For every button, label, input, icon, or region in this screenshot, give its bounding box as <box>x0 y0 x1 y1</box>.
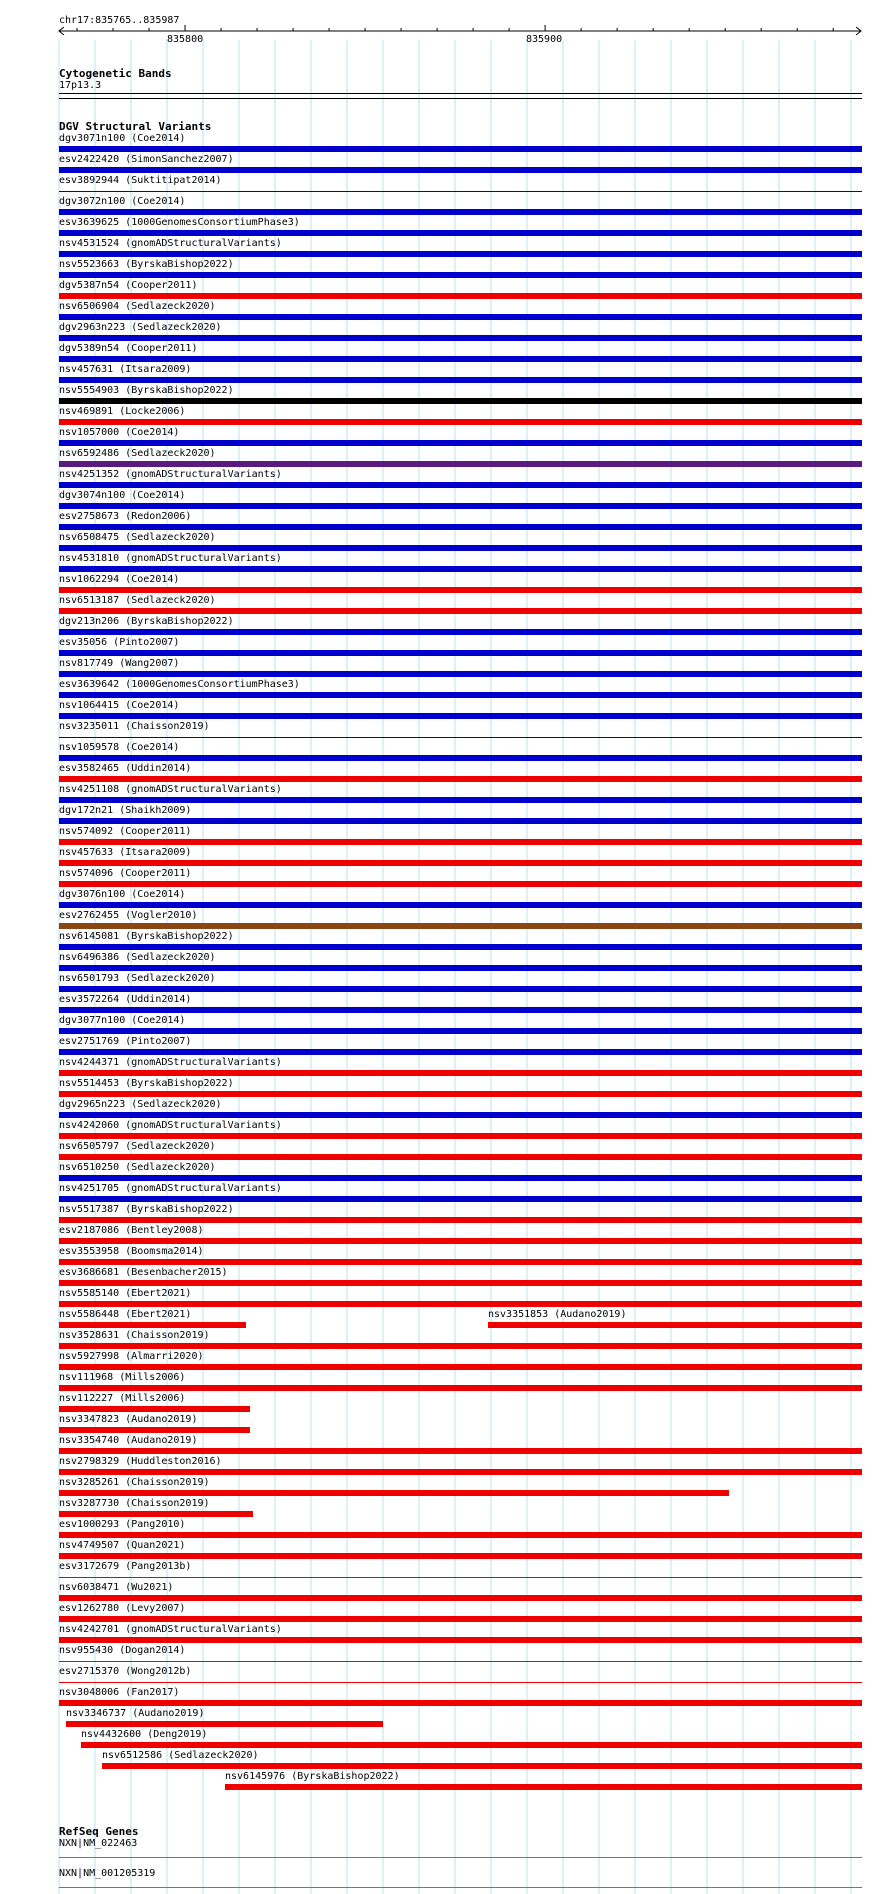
variant-bar[interactable] <box>59 314 862 320</box>
variant-label[interactable]: nsv6501793 (Sedlazeck2020) <box>59 973 216 984</box>
variant-bar[interactable] <box>59 797 862 803</box>
variant-label[interactable]: nsv1057000 (Coe2014) <box>59 427 180 438</box>
variant-label[interactable]: esv3172679 (Pang2013b) <box>59 1561 192 1572</box>
variant-label[interactable]: nsv1064415 (Coe2014) <box>59 700 180 711</box>
variant-label[interactable]: nsv2798329 (Huddleston2016) <box>59 1456 222 1467</box>
variant-label[interactable]: nsv4242060 (gnomADStructuralVariants) <box>59 1120 282 1131</box>
variant-label[interactable]: nsv4531524 (gnomADStructuralVariants) <box>59 238 282 249</box>
variant-label[interactable]: nsv1059578 (Coe2014) <box>59 742 180 753</box>
variant-label[interactable]: dgv5387n54 (Cooper2011) <box>59 280 198 291</box>
variant-label[interactable]: nsv3287730 (Chaisson2019) <box>59 1498 210 1509</box>
variant-bar[interactable] <box>59 419 862 425</box>
variant-bar[interactable] <box>59 737 862 738</box>
variant-bar[interactable] <box>59 1511 253 1517</box>
variant-label[interactable]: nsv4251108 (gnomADStructuralVariants) <box>59 784 282 795</box>
variant-label[interactable]: nsv6496386 (Sedlazeck2020) <box>59 952 216 963</box>
variant-bar[interactable] <box>59 1661 862 1662</box>
variant-bar[interactable] <box>59 629 862 635</box>
variant-label[interactable]: dgv3074n100 (Coe2014) <box>59 490 186 501</box>
variant-bar[interactable] <box>59 356 862 362</box>
cytoband-band-bottom <box>59 98 862 99</box>
variant-label[interactable]: nsv4251352 (gnomADStructuralVariants) <box>59 469 282 480</box>
variant-label[interactable]: nsv3528631 (Chaisson2019) <box>59 1330 210 1341</box>
variant-bar[interactable] <box>59 209 862 215</box>
variant-bar[interactable] <box>59 1028 862 1034</box>
gene-line[interactable] <box>59 1857 862 1858</box>
variant-label[interactable]: nsv6512586 (Sedlazeck2020) <box>102 1750 259 1761</box>
variant-label[interactable]: esv3639625 (1000GenomesConsortiumPhase3) <box>59 217 300 228</box>
variant-label[interactable]: nsv6145976 (ByrskaBishop2022) <box>225 1771 400 1782</box>
variant-bar[interactable] <box>59 191 862 192</box>
variant-label[interactable]: dgv3077n100 (Coe2014) <box>59 1015 186 1026</box>
variant-bar[interactable] <box>59 545 862 551</box>
variant-label[interactable]: nsv817749 (Wang2007) <box>59 658 180 669</box>
variant-bar[interactable] <box>59 713 862 719</box>
variant-label[interactable]: esv3582465 (Uddin2014) <box>59 763 192 774</box>
variant-bar[interactable] <box>59 608 862 614</box>
variant-bar[interactable] <box>59 1007 862 1013</box>
variant-bar[interactable] <box>59 1595 862 1601</box>
variant-bar[interactable] <box>59 1700 862 1706</box>
gene-label[interactable]: NXN|NM_001205319 <box>59 1868 156 1879</box>
variant-label[interactable]: nsv4749507 (Quan2021) <box>59 1540 186 1551</box>
variant-label[interactable]: nsv6513187 (Sedlazeck2020) <box>59 595 216 606</box>
variant-label[interactable]: esv3572264 (Uddin2014) <box>59 994 192 1005</box>
variant-bar[interactable] <box>59 1682 862 1683</box>
variant-label[interactable]: esv3639642 (1000GenomesConsortiumPhase3) <box>59 679 300 690</box>
variant-label[interactable]: nsv457631 (Itsara2009) <box>59 364 192 375</box>
variant-bar[interactable] <box>59 1637 862 1643</box>
variant-label[interactable]: nsv111968 (Mills2006) <box>59 1372 186 1383</box>
variant-bar[interactable] <box>59 335 862 341</box>
variant-bar[interactable] <box>59 944 862 950</box>
variant-label[interactable]: esv3686681 (Besenbacher2015) <box>59 1267 228 1278</box>
variant-bar[interactable] <box>59 482 862 488</box>
variant-label[interactable]: esv2762455 (Vogler2010) <box>59 910 198 921</box>
variant-bar[interactable] <box>102 1763 862 1769</box>
variant-label[interactable]: nsv3351853 (Audano2019) <box>488 1309 627 1320</box>
variant-label[interactable]: nsv5523663 (ByrskaBishop2022) <box>59 259 234 270</box>
variant-bar[interactable] <box>59 461 862 467</box>
variant-label[interactable]: dgv3072n100 (Coe2014) <box>59 196 186 207</box>
variant-bar[interactable] <box>488 1322 862 1328</box>
variant-bar[interactable] <box>59 1322 246 1328</box>
variant-bar[interactable] <box>59 167 862 173</box>
variant-bar[interactable] <box>66 1721 383 1727</box>
variant-label[interactable]: nsv3285261 (Chaisson2019) <box>59 1477 210 1488</box>
variant-bar[interactable] <box>59 860 862 866</box>
variant-label[interactable]: esv2758673 (Redon2006) <box>59 511 192 522</box>
variant-bar[interactable] <box>59 1112 862 1118</box>
variant-bar[interactable] <box>59 1577 862 1578</box>
variant-label[interactable]: nsv4432600 (Deng2019) <box>81 1729 208 1740</box>
variant-label[interactable]: dgv172n21 (Shaikh2009) <box>59 805 192 816</box>
variant-label[interactable]: nsv6508475 (Sedlazeck2020) <box>59 532 216 543</box>
variant-label[interactable]: nsv6145081 (ByrskaBishop2022) <box>59 931 234 942</box>
variant-bar[interactable] <box>59 146 862 152</box>
variant-label[interactable]: esv35056 (Pinto2007) <box>59 637 180 648</box>
variant-bar[interactable] <box>59 1196 862 1202</box>
variant-bar[interactable] <box>59 1427 250 1433</box>
variant-label[interactable]: esv1262780 (Levy2007) <box>59 1603 186 1614</box>
ruler-axis <box>0 24 890 40</box>
variant-label[interactable]: nsv469891 (Locke2006) <box>59 406 186 417</box>
variant-bar[interactable] <box>225 1784 862 1790</box>
variant-label[interactable]: nsv574096 (Cooper2011) <box>59 868 192 879</box>
variant-bar[interactable] <box>59 923 862 929</box>
variant-label[interactable]: esv2187086 (Bentley2008) <box>59 1225 204 1236</box>
gene-line[interactable] <box>59 1887 862 1888</box>
variant-bar[interactable] <box>59 671 862 677</box>
variant-bar[interactable] <box>59 776 862 782</box>
variant-bar[interactable] <box>59 839 862 845</box>
variant-label[interactable]: esv2751769 (Pinto2007) <box>59 1036 192 1047</box>
variant-label[interactable]: nsv112227 (Mills2006) <box>59 1393 186 1404</box>
variant-label[interactable]: nsv4244371 (gnomADStructuralVariants) <box>59 1057 282 1068</box>
variant-label[interactable]: nsv6038471 (Wu2021) <box>59 1582 174 1593</box>
variant-bar[interactable] <box>59 1616 862 1622</box>
variant-bar[interactable] <box>59 1238 862 1244</box>
variant-bar[interactable] <box>59 818 862 824</box>
variant-label[interactable]: dgv3076n100 (Coe2014) <box>59 889 186 900</box>
variant-label[interactable]: nsv457633 (Itsara2009) <box>59 847 192 858</box>
variant-bar[interactable] <box>59 587 862 593</box>
variant-label[interactable]: esv3553958 (Boomsma2014) <box>59 1246 204 1257</box>
variant-bar[interactable] <box>59 755 862 761</box>
variant-label[interactable]: nsv5514453 (ByrskaBishop2022) <box>59 1078 234 1089</box>
variant-bar[interactable] <box>59 377 862 383</box>
variant-bar[interactable] <box>59 272 862 278</box>
variant-bar[interactable] <box>59 230 862 236</box>
variant-bar[interactable] <box>59 1217 862 1223</box>
variant-bar[interactable] <box>59 965 862 971</box>
variant-label[interactable]: esv2422420 (SimonSanchez2007) <box>59 154 234 165</box>
variant-label[interactable]: nsv3346737 (Audano2019) <box>66 1708 205 1719</box>
variant-label[interactable]: nsv3048006 (Fan2017) <box>59 1687 180 1698</box>
variant-label[interactable]: esv3892944 (Suktitipat2014) <box>59 175 222 186</box>
variant-label[interactable]: nsv955430 (Dogan2014) <box>59 1645 186 1656</box>
variant-bar[interactable] <box>59 293 862 299</box>
variant-label[interactable]: nsv5585140 (Ebert2021) <box>59 1288 192 1299</box>
variant-bar[interactable] <box>59 566 862 572</box>
variant-bar[interactable] <box>59 503 862 509</box>
variant-label[interactable]: nsv3354740 (Audano2019) <box>59 1435 198 1446</box>
variant-label[interactable]: nsv3235011 (Chaisson2019) <box>59 721 210 732</box>
variant-label[interactable]: nsv5927998 (Almarri2020) <box>59 1351 204 1362</box>
variant-bar[interactable] <box>59 1469 862 1475</box>
variant-bar[interactable] <box>59 1385 862 1391</box>
variant-label[interactable]: dgv2965n223 (Sedlazeck2020) <box>59 1099 222 1110</box>
variant-label[interactable]: dgv2963n223 (Sedlazeck2020) <box>59 322 222 333</box>
variant-label[interactable]: dgv3071n100 (Coe2014) <box>59 133 186 144</box>
variant-label[interactable]: esv2715370 (Wong2012b) <box>59 1666 192 1677</box>
variant-bar[interactable] <box>59 1343 862 1349</box>
variant-bar[interactable] <box>59 1154 862 1160</box>
gene-label[interactable]: NXN|NM_022463 <box>59 1838 138 1849</box>
variant-bar[interactable] <box>59 251 862 257</box>
variant-bar[interactable] <box>59 1280 862 1286</box>
variant-label[interactable]: nsv6510250 (Sedlazeck2020) <box>59 1162 216 1173</box>
ruler-tick-label-835900: 835900 <box>526 34 563 45</box>
variant-label[interactable]: nsv6505797 (Sedlazeck2020) <box>59 1141 216 1152</box>
cytoband-label: 17p13.3 <box>59 80 102 91</box>
variant-label[interactable]: nsv5554903 (ByrskaBishop2022) <box>59 385 234 396</box>
variant-label[interactable]: nsv6592486 (Sedlazeck2020) <box>59 448 216 459</box>
variant-bar[interactable] <box>59 440 862 446</box>
variant-bar[interactable] <box>59 1259 862 1265</box>
refseq-track-title: RefSeq Genes <box>59 1825 139 1838</box>
variant-label[interactable]: nsv4531810 (gnomADStructuralVariants) <box>59 553 282 564</box>
variant-label[interactable]: nsv5586448 (Ebert2021) <box>59 1309 192 1320</box>
variant-bar[interactable] <box>59 902 862 908</box>
variant-bar[interactable] <box>59 1406 250 1412</box>
variant-bar[interactable] <box>59 1532 862 1538</box>
variant-bar[interactable] <box>59 1553 862 1559</box>
variant-label[interactable]: nsv6506904 (Sedlazeck2020) <box>59 301 216 312</box>
variant-label[interactable]: esv1000293 (Pang2010) <box>59 1519 186 1530</box>
variant-label[interactable]: dgv213n206 (ByrskaBishop2022) <box>59 616 234 627</box>
variant-bar[interactable] <box>59 986 862 992</box>
variant-bar[interactable] <box>59 1133 862 1139</box>
variant-bar[interactable] <box>59 692 862 698</box>
ruler-tick-label-835800: 835800 <box>167 34 204 45</box>
variant-label[interactable]: dgv5389n54 (Cooper2011) <box>59 343 198 354</box>
variant-label[interactable]: nsv4242701 (gnomADStructuralVariants) <box>59 1624 282 1635</box>
variant-bar[interactable] <box>59 524 862 530</box>
variant-bar[interactable] <box>59 1364 862 1370</box>
variant-label[interactable]: nsv4251705 (gnomADStructuralVariants) <box>59 1183 282 1194</box>
variant-bar[interactable] <box>59 881 862 887</box>
variant-bar[interactable] <box>59 1448 862 1454</box>
variant-bar[interactable] <box>59 1301 862 1307</box>
variant-bar[interactable] <box>59 1490 729 1496</box>
variant-bar[interactable] <box>81 1742 862 1748</box>
variant-bar[interactable] <box>59 1049 862 1055</box>
cytoband-band-top <box>59 93 862 94</box>
variant-label[interactable]: nsv5517387 (ByrskaBishop2022) <box>59 1204 234 1215</box>
location-label: chr17:835765..835987 <box>59 15 180 26</box>
variant-label[interactable]: nsv574092 (Cooper2011) <box>59 826 192 837</box>
variant-bar[interactable] <box>59 398 862 404</box>
variant-label[interactable]: nsv1062294 (Coe2014) <box>59 574 180 585</box>
variant-bar[interactable] <box>59 1091 862 1097</box>
dgv-track-title: DGV Structural Variants <box>59 120 212 133</box>
variant-bar[interactable] <box>59 1070 862 1076</box>
variant-bar[interactable] <box>59 1175 862 1181</box>
variant-bar[interactable] <box>59 650 862 656</box>
cytoband-track-title: Cytogenetic Bands <box>59 67 172 80</box>
variant-label[interactable]: nsv3347823 (Audano2019) <box>59 1414 198 1425</box>
